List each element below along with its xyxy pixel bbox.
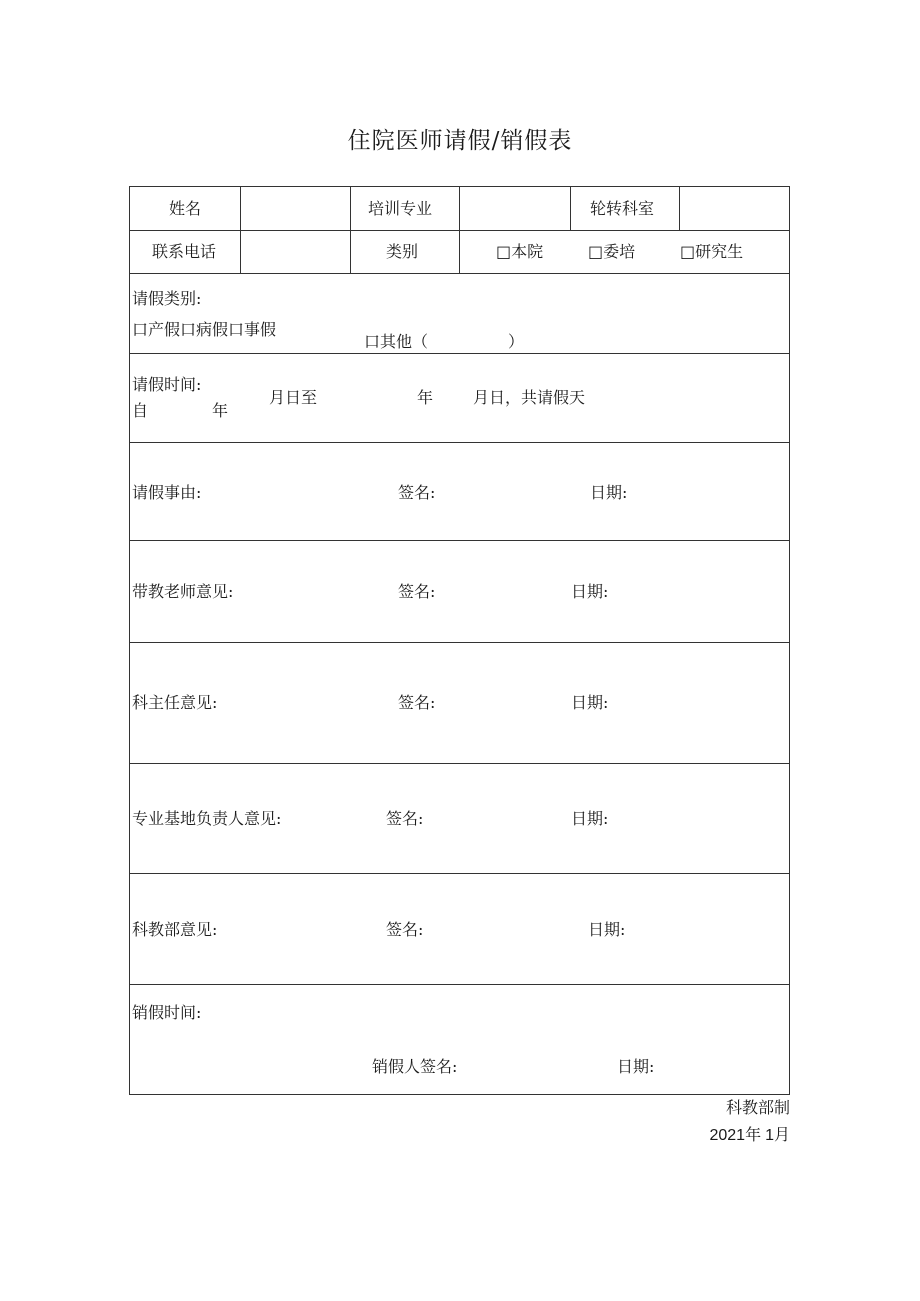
issue-date bbox=[709, 1125, 790, 1146]
col-divider bbox=[570, 187, 571, 230]
reason-date-label: 日期: bbox=[590, 483, 628, 502]
row-divider bbox=[130, 442, 789, 443]
leave-time-end: 月日，共请假天 bbox=[473, 388, 586, 407]
cancel-sign-label: 销假人签名: bbox=[372, 1057, 458, 1076]
teacher-opinion-label: 带教老师意见: bbox=[132, 582, 234, 601]
page-title: 住院医师请假/销假表 bbox=[347, 128, 573, 154]
issuer-note: 科教部制 bbox=[725, 1098, 790, 1117]
row-divider bbox=[130, 984, 789, 985]
rotation-dept-field[interactable] bbox=[679, 187, 790, 230]
leave-type-other[interactable]: 口其他（ ） bbox=[364, 332, 525, 351]
base-head-date-label: 日期: bbox=[571, 809, 609, 828]
leave-time-label: 请假时间: bbox=[132, 375, 202, 394]
issue-year-char: 年 bbox=[745, 1125, 762, 1144]
category-option-graduate[interactable]: □研究生 bbox=[680, 242, 744, 261]
edu-dept-sign-label: 签名: bbox=[386, 920, 424, 939]
issue-month-char: 月 bbox=[773, 1125, 790, 1144]
phone-label: 联系电话 bbox=[152, 242, 217, 261]
base-head-opinion-label: 专业基地负责人意见: bbox=[132, 809, 282, 828]
category-option-commissioned[interactable]: □委培 bbox=[588, 242, 636, 261]
cancel-date-label: 日期: bbox=[617, 1057, 655, 1076]
issue-year: 2021 bbox=[709, 1127, 746, 1144]
base-head-sign-label: 签名: bbox=[386, 809, 424, 828]
teacher-date-label: 日期: bbox=[571, 582, 609, 601]
leave-type-options[interactable]: 口产假口病假口事假 bbox=[132, 320, 277, 339]
col-divider bbox=[350, 187, 351, 273]
specialty-field[interactable] bbox=[459, 187, 570, 230]
row-divider bbox=[130, 273, 789, 274]
row-divider bbox=[130, 540, 789, 541]
row-divider bbox=[130, 763, 789, 764]
leave-form-table bbox=[129, 186, 790, 1095]
dept-head-date-label: 日期: bbox=[571, 693, 609, 712]
leave-time-year-start: 年 bbox=[212, 401, 229, 420]
category-label: 类别 bbox=[386, 242, 419, 261]
dept-head-sign-label: 签名: bbox=[398, 693, 436, 712]
phone-field[interactable] bbox=[240, 230, 350, 273]
leave-type-label: 请假类别: bbox=[132, 289, 202, 308]
row-divider bbox=[130, 873, 789, 874]
specialty-label: 培训专业 bbox=[368, 199, 433, 218]
issue-month: 1 bbox=[765, 1127, 774, 1144]
cancel-time-label: 销假时间: bbox=[132, 1003, 202, 1022]
reason-sign-label: 签名: bbox=[398, 483, 436, 502]
row-divider bbox=[130, 642, 789, 643]
edu-dept-date-label: 日期: bbox=[588, 920, 626, 939]
dept-head-opinion-label: 科主任意见: bbox=[132, 693, 218, 712]
row-divider bbox=[130, 353, 789, 354]
leave-time-year-end: 年 bbox=[417, 388, 434, 407]
name-label: 姓名 bbox=[169, 199, 202, 218]
rotation-dept-label: 轮转科室 bbox=[590, 199, 655, 218]
teacher-sign-label: 签名: bbox=[398, 582, 436, 601]
leave-time-month-day-to: 月日至 bbox=[269, 388, 318, 407]
category-option-local[interactable]: □本院 bbox=[496, 242, 544, 261]
leave-time-from: 自 bbox=[132, 401, 149, 420]
name-field[interactable] bbox=[240, 187, 350, 230]
edu-dept-opinion-label: 科教部意见: bbox=[132, 920, 218, 939]
reason-label: 请假事由: bbox=[132, 483, 202, 502]
